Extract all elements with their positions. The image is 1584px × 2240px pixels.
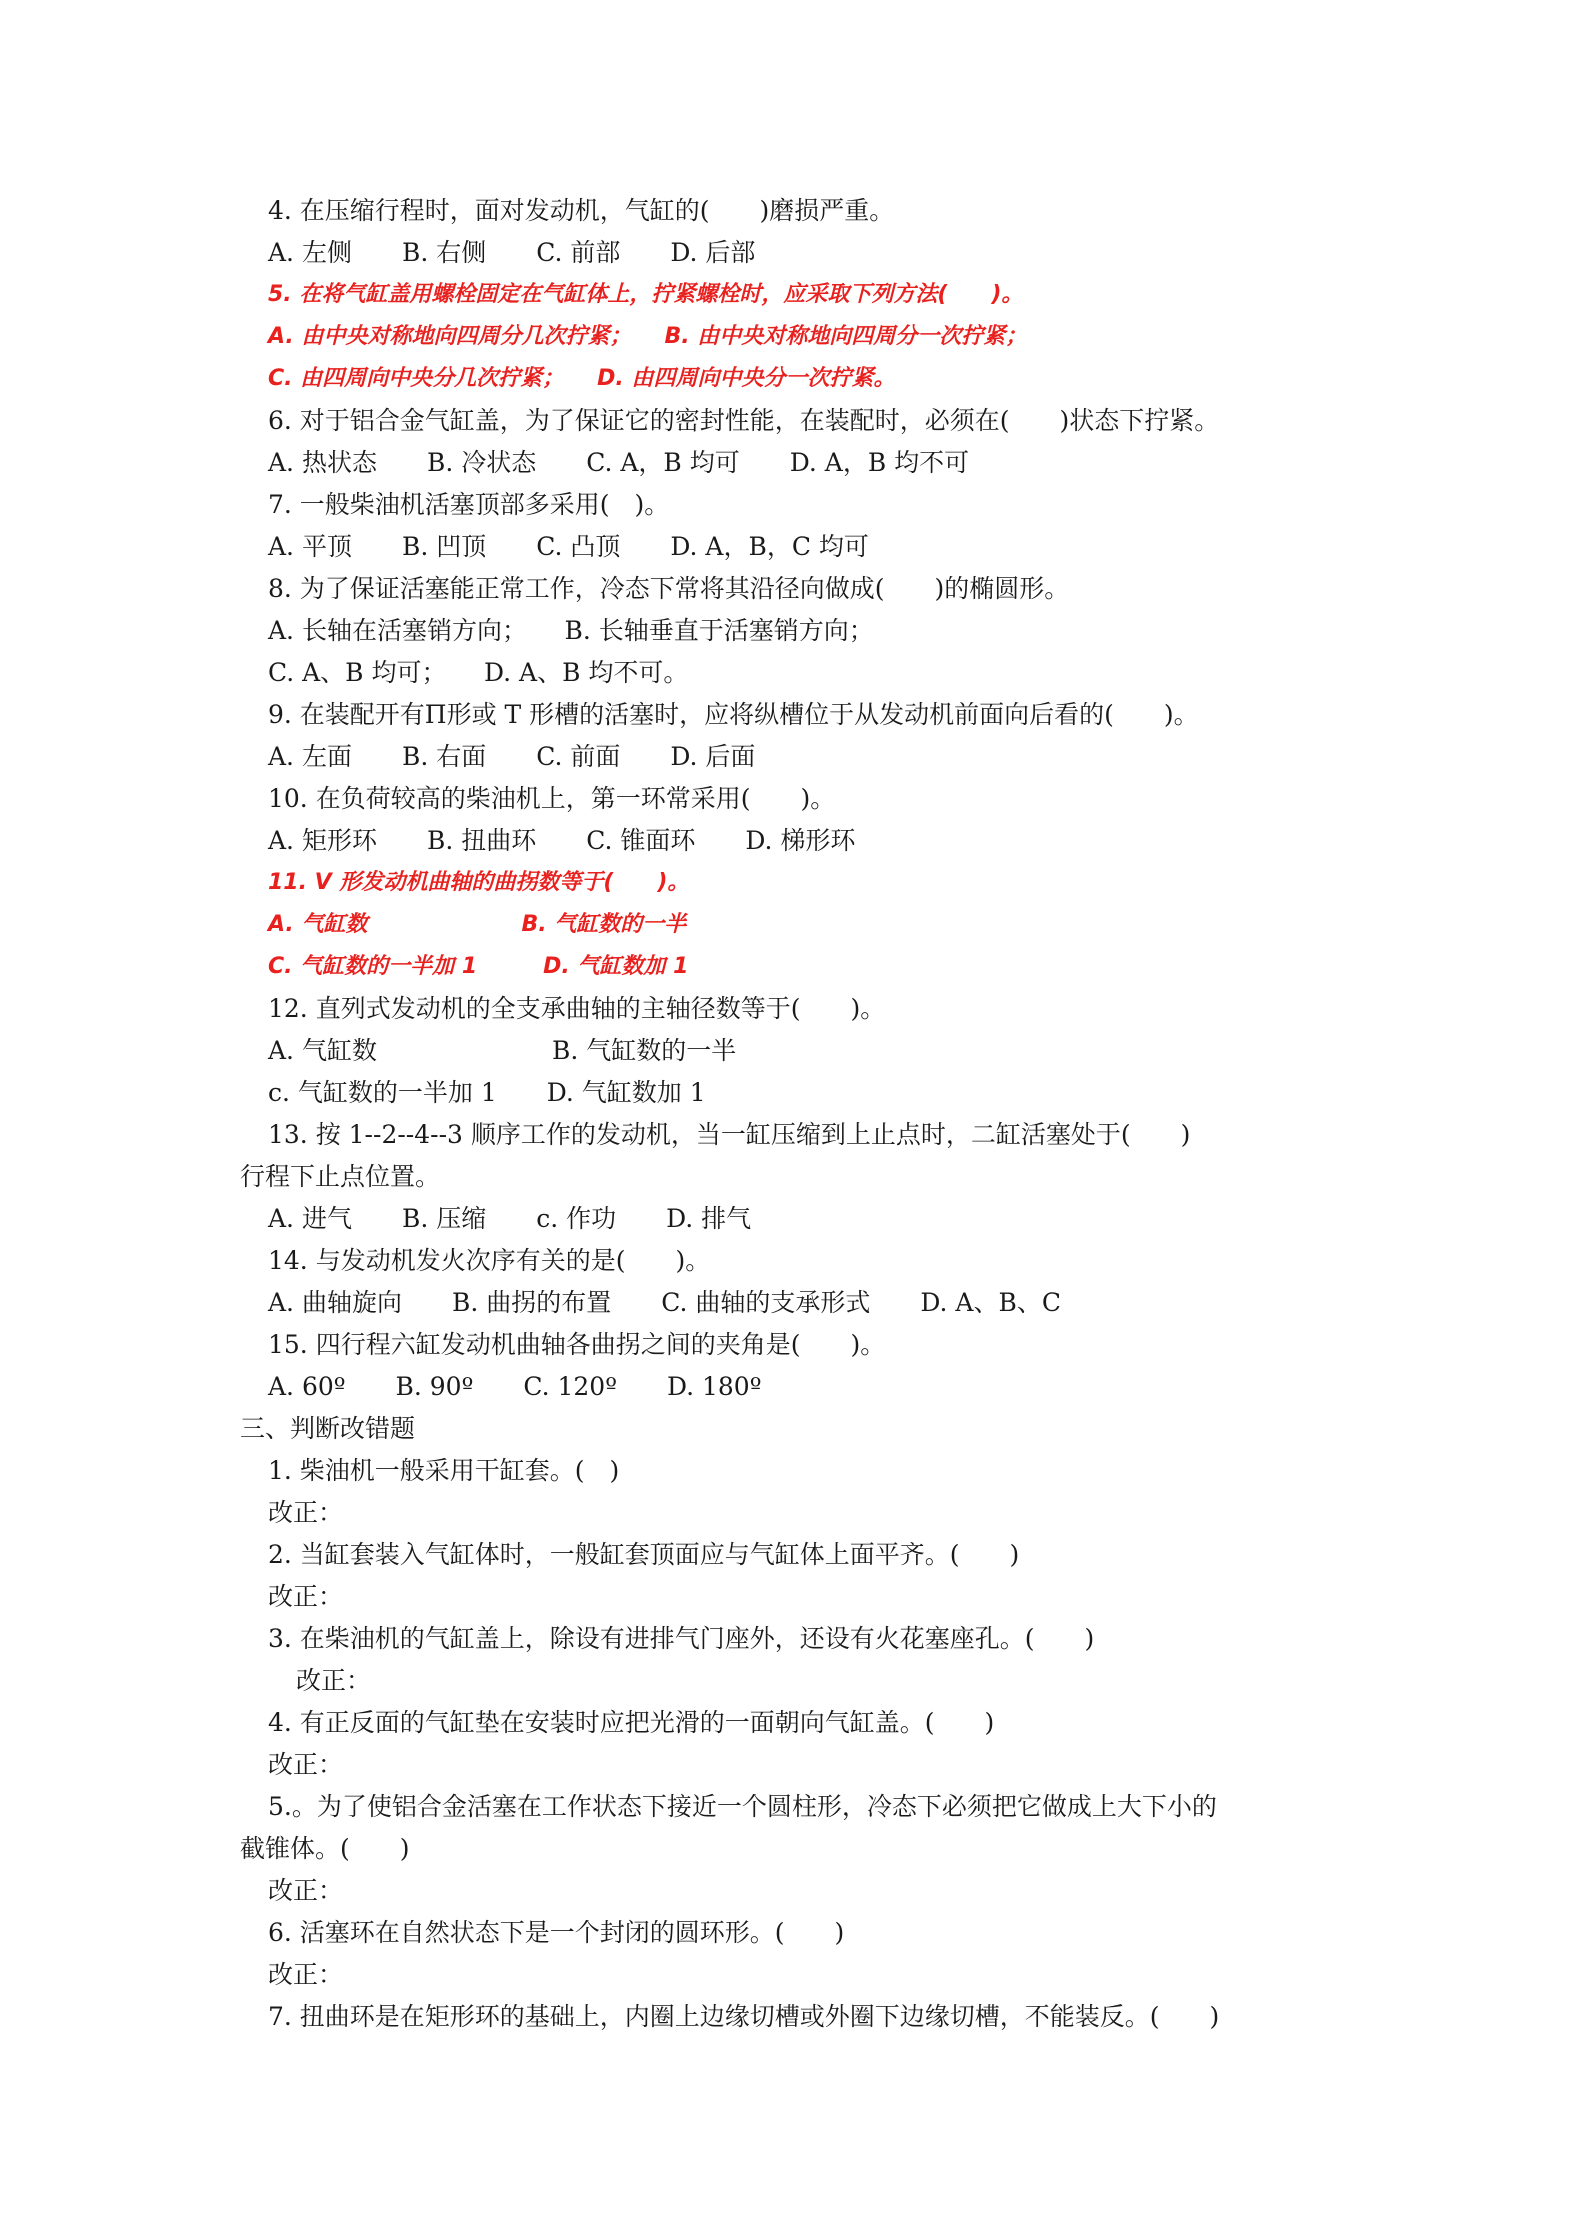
question-12: 12. 直列式发动机的全支承曲轴的主轴径数等于( )。: [268, 994, 886, 1023]
question-11-options-cd: C. 气缸数的一半加 1 D. 气缸数加 1: [268, 954, 689, 979]
question-14-options: A. 曲轴旋向 B. 曲拐的布置 C. 曲轴的支承形式 D. A、B、C: [268, 1288, 1061, 1317]
judgment-5-continued: 截锥体。( ): [240, 1834, 410, 1863]
question-4-options: A. 左侧 B. 右侧 C. 前部 D. 后部: [268, 238, 756, 267]
judgment-7: 7. 扭曲环是在矩形环的基础上，内圈上边缘切槽或外圈下边缘切槽，不能装反。( ): [268, 2002, 1220, 2031]
question-6-options: A. 热状态 B. 冷状态 C. A，B 均可 D. A，B 均不可: [268, 448, 970, 477]
question-8-options-cd: C. A、B 均可； D. A、B 均不可。: [268, 658, 689, 687]
correction-label-5: 改正：: [268, 1876, 344, 1905]
judgment-2: 2. 当缸套装入气缸体时，一般缸套顶面应与气缸体上面平齐。( ): [268, 1540, 1020, 1569]
question-6: 6. 对于铝合金气缸盖，为了保证它的密封性能，在装配时，必须在( )状态下拧紧。: [268, 406, 1220, 435]
question-13: 13. 按 1--2--4--3 顺序工作的发动机，当一缸压缩到上止点时，二缸活塞处于( ): [268, 1120, 1191, 1149]
question-7-options: A. 平顶 B. 凹顶 C. 凸顶 D. A，B，C 均可: [268, 532, 869, 561]
question-9-options: A. 左面 B. 右面 C. 前面 D. 后面: [268, 742, 756, 771]
question-12-options-ab: A. 气缸数 B. 气缸数的一半: [268, 1036, 737, 1065]
question-9: 9. 在装配开有Π形或 T 形槽的活塞时，应将纵槽位于从发动机前面向后看的( )。: [268, 700, 1199, 729]
question-8-options-ab: A. 长轴在活塞销方向； B. 长轴垂直于活塞销方向；: [268, 616, 874, 645]
judgment-4: 4. 有正反面的气缸垫在安装时应把光滑的一面朝向气缸盖。( ): [268, 1708, 995, 1737]
question-13-options: A. 进气 B. 压缩 c. 作功 D. 排气: [268, 1204, 752, 1233]
judgment-1: 1. 柴油机一般采用干缸套。( ): [268, 1456, 620, 1485]
question-10: 10. 在负荷较高的柴油机上，第一环常采用( )。: [268, 784, 836, 813]
section-heading: 三、判断改错题: [240, 1414, 416, 1443]
question-5-options-ab: A. 由中央对称地向四周分几次拧紧； B. 由中央对称地向四周分一次拧紧；: [268, 324, 1028, 349]
question-11-options-ab: A. 气缸数 B. 气缸数的一半: [268, 912, 687, 937]
question-5-options-cd: C. 由四周向中央分几次拧紧； D. 由四周向中央分一次拧紧。: [268, 366, 896, 391]
question-7: 7. 一般柴油机活塞顶部多采用( )。: [268, 490, 670, 519]
correction-label-2: 改正：: [268, 1582, 344, 1611]
correction-label-3: 改正：: [296, 1666, 372, 1695]
question-14: 14. 与发动机发火次序有关的是( )。: [268, 1246, 711, 1275]
question-5: 5. 在将气缸盖用螺栓固定在气缸体上，拧紧螺栓时，应采取下列方法( )。: [268, 282, 1024, 307]
question-4: 4. 在压缩行程时，面对发动机，气缸的( )磨损严重。: [268, 196, 895, 225]
correction-label-6: 改正：: [268, 1960, 344, 1989]
question-10-options: A. 矩形环 B. 扭曲环 C. 锥面环 D. 梯形环: [268, 826, 856, 855]
correction-label-4: 改正：: [268, 1750, 344, 1779]
judgment-5: 5.。为了使铝合金活塞在工作状态下接近一个圆柱形，冷态下必须把它做成上大下小的: [268, 1792, 1217, 1821]
question-12-options-cd: c. 气缸数的一半加 1 D. 气缸数加 1: [268, 1078, 706, 1107]
correction-label-1: 改正：: [268, 1498, 344, 1527]
question-15-options: A. 60º B. 90º C. 120º D. 180º: [268, 1372, 762, 1401]
question-8: 8. 为了保证活塞能正常工作，冷态下常将其沿径向做成( )的椭圆形。: [268, 574, 1070, 603]
question-11: 11. V 形发动机曲轴的曲拐数等于( )。: [268, 870, 690, 895]
question-15: 15. 四行程六缸发动机曲轴各曲拐之间的夹角是( )。: [268, 1330, 886, 1359]
question-13-continued: 行程下止点位置。: [240, 1162, 441, 1191]
judgment-3: 3. 在柴油机的气缸盖上，除设有进排气门座外，还设有火花塞座孔。( ): [268, 1624, 1095, 1653]
judgment-6: 6. 活塞环在自然状态下是一个封闭的圆环形。( ): [268, 1918, 845, 1947]
